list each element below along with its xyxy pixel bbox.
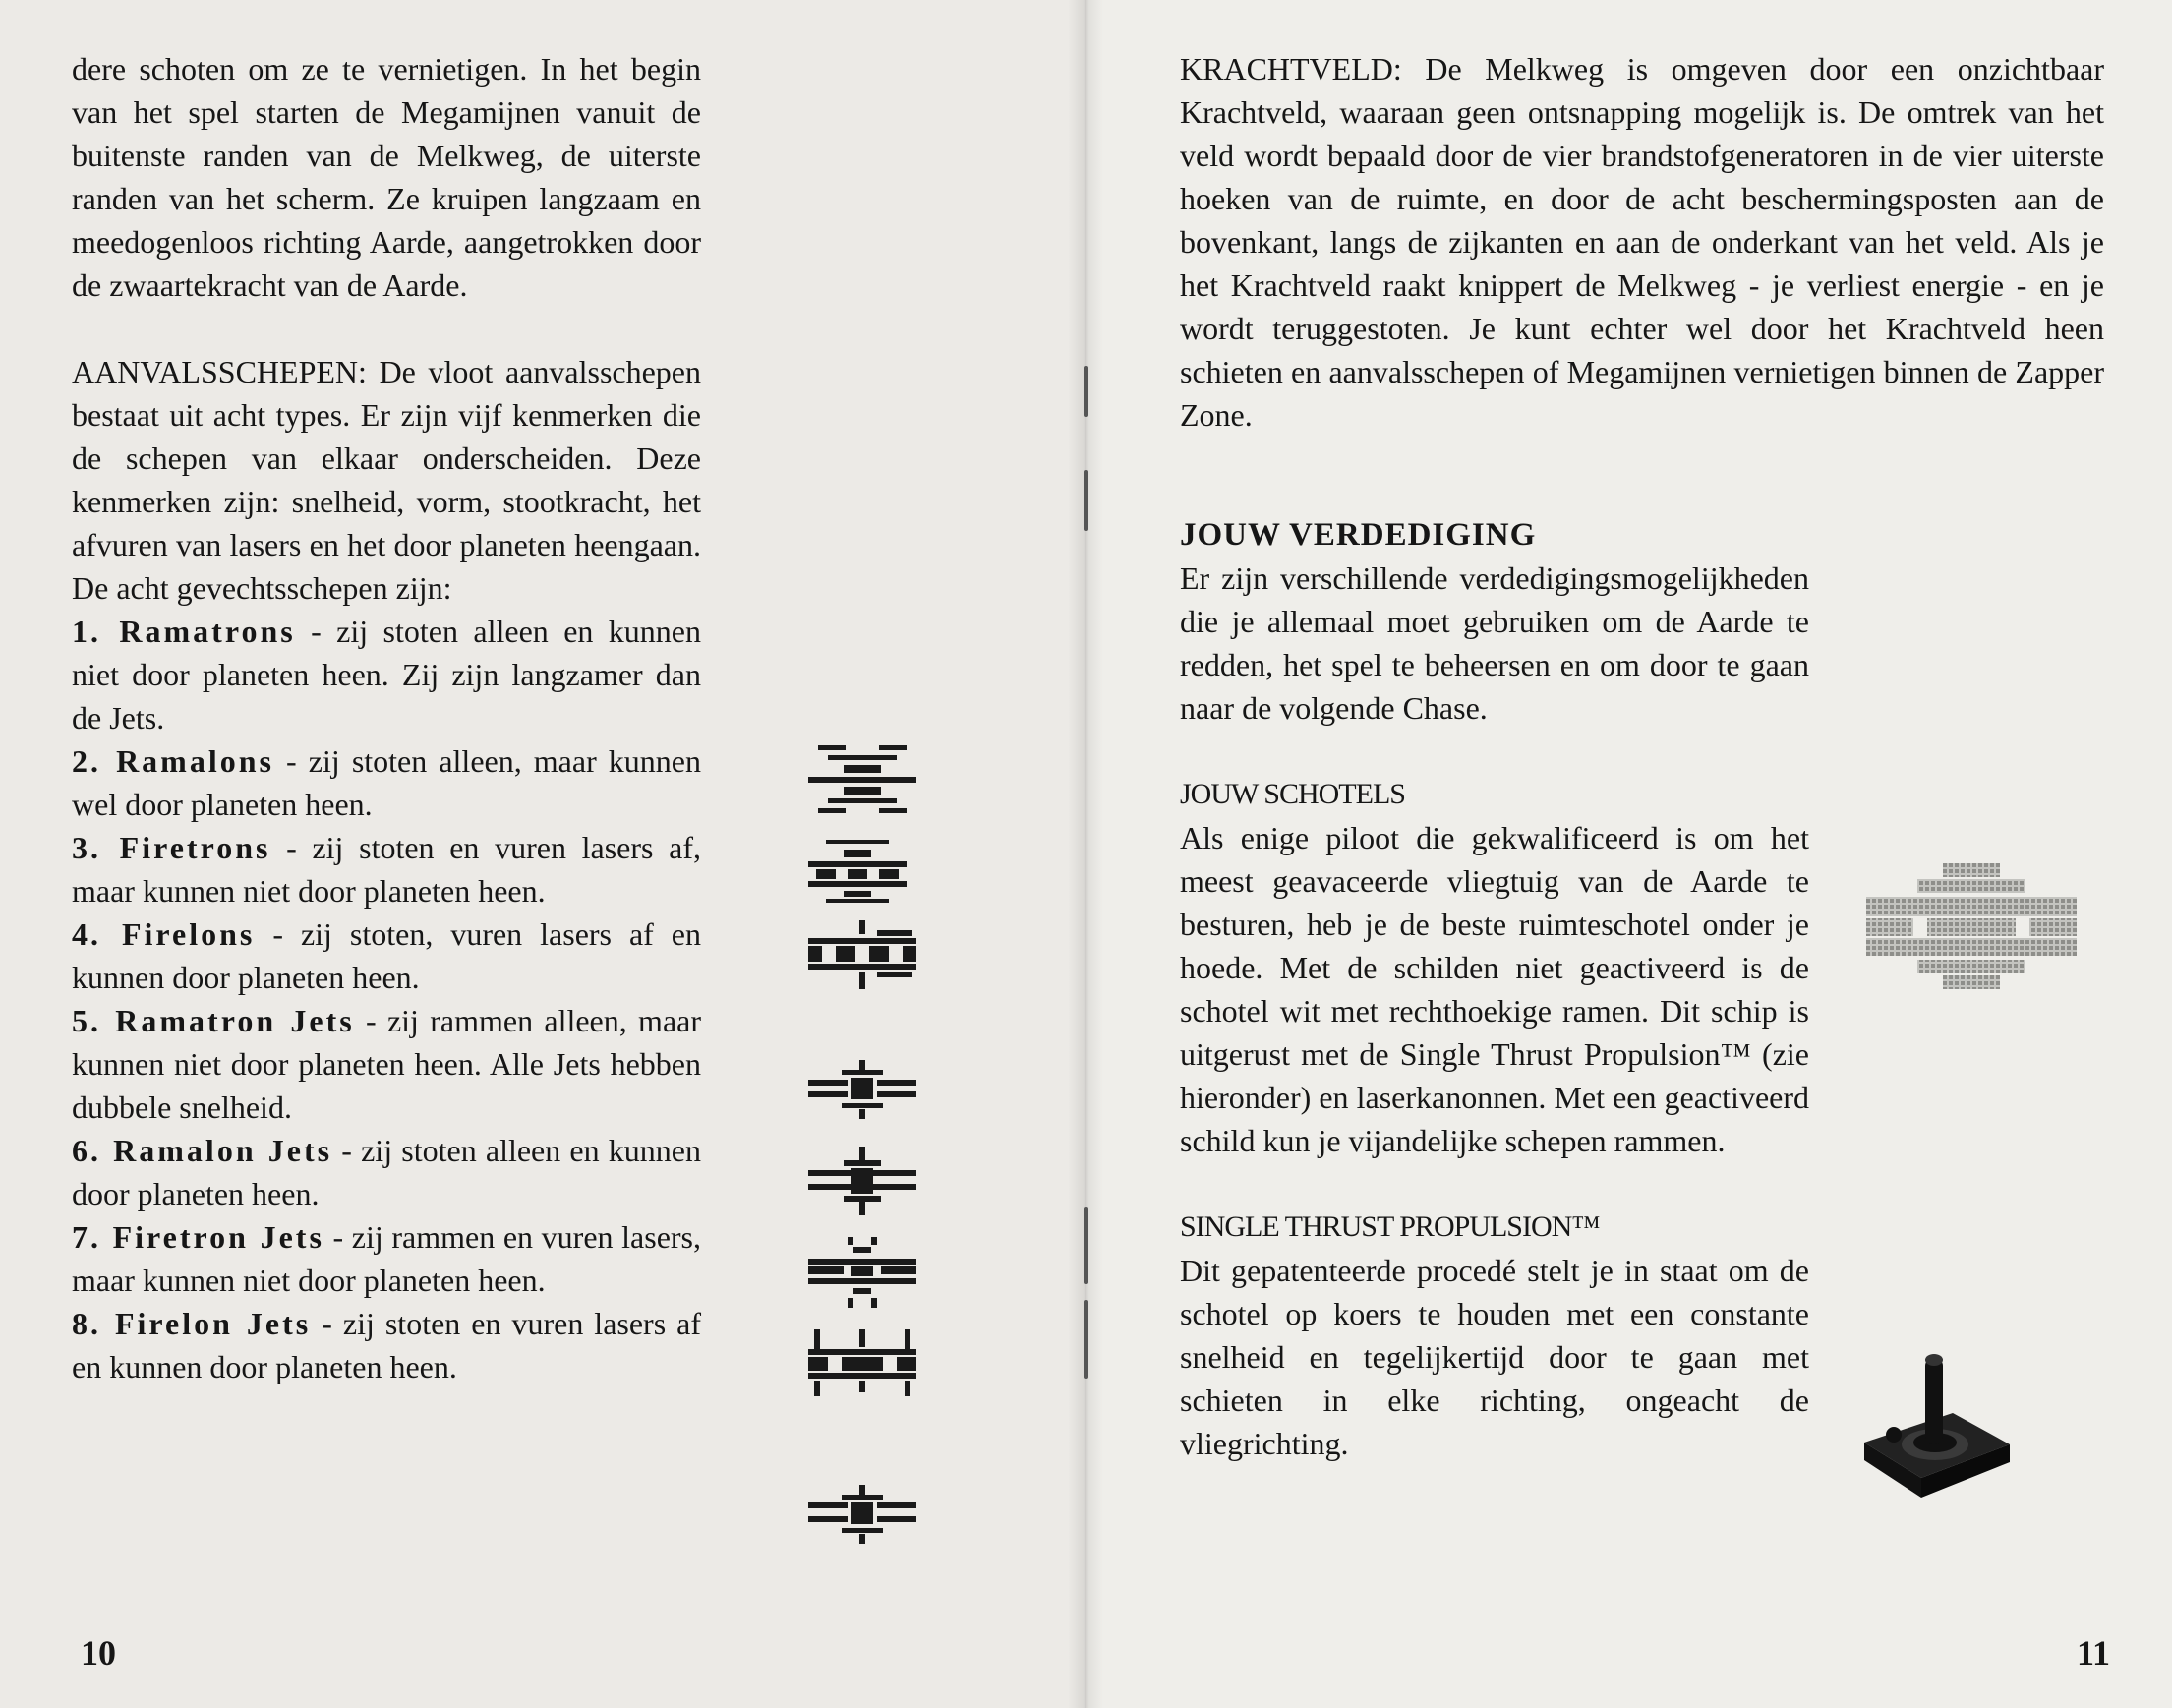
ship-name: 1. Ramatrons — [72, 614, 296, 649]
ramatron-jet-icon — [808, 1147, 916, 1215]
firelon-jet-icon — [808, 1485, 916, 1546]
forcefield-paragraph — [1180, 47, 2104, 437]
ship-desc: - zij stoten en vuren lasers af, maar kunnen niet door planeten heen. — [72, 830, 702, 909]
ship-desc: - zij stoten, vuren lasers af en kunnen door planeten heen. — [72, 916, 702, 995]
saucers-heading: JOUW SCHOTELS — [1180, 778, 1405, 810]
ship-desc: - zij rammen alleen, maar kunnen niet door planeten heen. Alle Jets hebben dubbele snelheid. — [72, 1003, 702, 1125]
staple-top-lower — [1084, 470, 1088, 531]
ramalon-ship-icon — [808, 838, 907, 907]
ship-item-2 — [72, 739, 701, 826]
ship-item-6 — [72, 1129, 701, 1215]
saucer-icon — [1866, 863, 2077, 991]
defense-heading: JOUW VERDEDIGING — [1180, 517, 1537, 553]
ship-item-3 — [72, 826, 701, 913]
ship-desc: - zij stoten en vuren lasers af en kunnen door planeten heen. — [72, 1306, 702, 1384]
ship-name: 7. Firetron Jets — [72, 1219, 324, 1255]
propulsion-heading: SINGLE THRUST PROPULSION™ — [1180, 1210, 1600, 1243]
page-number-left: 10 — [81, 1633, 116, 1673]
page-number-right: 11 — [2077, 1633, 2111, 1673]
firelon-ship-icon — [808, 1060, 916, 1121]
ship-desc: - zij rammen en vuren lasers, maar kunnen niet door planeten heen. — [72, 1219, 701, 1298]
ship-item-5 — [72, 999, 701, 1129]
attack-ships-paragraph — [72, 350, 701, 610]
right-text-column-top — [1180, 47, 2104, 437]
attack-ships-heading: AANVALSSCHEPEN: — [72, 354, 367, 389]
ship-desc: - zij stoten alleen, maar kunnen wel door planeten heen. — [72, 743, 702, 822]
right-text-column — [1180, 513, 1809, 1465]
forcefield-text: De Melkweg is omgeven door een onzichtbaar Krachtveld, waaraan geen ontsnapping mogelijk is. De omtrek van het veld wordt bepaald door de vier brandstofgeneratoren in de vier uiterste hoeken van de ruimte, en door de acht beschermingsposten aan de bovenkant, langs de zijkanten en aan de onderkant van het veld. Als je het Krachtveld raakt knippert de Melkweg - je verliest energie - en je wordt teruggestoten. Je kunt echter wel door het Krachtveld heen schieten en aanvalsschepen of Megamijnen vernietigen binnen de Zapper Zone. — [1180, 51, 2104, 433]
attack-ships-text: De vloot aanvalsschepen bestaat uit acht types. Er zijn vijf kenmerken die de schepen van elkaar onderscheiden. Deze kenmerken zijn: snelheid, vorm, stootkracht, het afvuren van lasers en het door planeten heengaan. De acht gevechtsschepen zijn: — [72, 354, 701, 606]
intro-paragraph: dere schoten om ze te vernietigen. In het begin van het spel starten de Megamijnen vanuit de buitenste randen van de Melkweg, de uiterste randen van het scherm. Ze kruipen langzaam en meedogenloos richting Aarde, aangetrokken door de zwaartekracht van de Aarde. — [72, 51, 701, 303]
staple-bottom-lower — [1084, 1300, 1088, 1379]
ship-name: 8. Firelon Jets — [72, 1306, 312, 1341]
ship-name: 2. Ramalons — [72, 743, 274, 779]
firetron-jet-icon — [808, 1329, 916, 1398]
book-gutter — [1068, 0, 1103, 1708]
ship-desc: - zij stoten alleen en kunnen door planeten heen. — [72, 1133, 702, 1211]
defense-text: Er zijn verschillende verdedigingsmogelijkheden die je allemaal moet gebruiken om de Aarde te redden, het spel te beheersen en om door te gaan naar de volgende Chase. — [1180, 560, 1809, 726]
ship-name: 4. Firelons — [72, 916, 256, 952]
ship-desc: - zij stoten alleen en kunnen niet door planeten heen. Zij zijn langzamer dan de Jets. — [72, 614, 702, 736]
ship-name: 6. Ramalon Jets — [72, 1133, 333, 1168]
ship-item-1 — [72, 610, 701, 739]
saucers-text: Als enige piloot die gekwalificeerd is om het meest geavaceerde vliegtuig van de Aarde te besturen, heb je de beste ruimteschotel onder je hoede. Met de schilden niet geactiveerd is de schotel wit met rechthoekige ramen. Dit schip is uitgerust met de Single Thrust Propulsion™ (zie hieronder) en laserkanonnen. Met een geactiveerd schild kun je vijandelijke schepen rammen. — [1180, 820, 1809, 1158]
left-text-column — [72, 47, 701, 1388]
propulsion-text: Dit gepatenteerde procedé stelt je in staat om de schotel op koers te houden met een constante snelheid en tegelijkertijd door te gaan met schieten in elke richting, ongeacht de vliegrichting. — [1180, 1253, 1809, 1461]
ship-item-7 — [72, 1215, 701, 1302]
ship-item-4 — [72, 913, 701, 999]
ship-name: 5. Ramatron Jets — [72, 1003, 355, 1038]
forcefield-heading: KRACHTVELD: — [1180, 51, 1402, 87]
staple-bottom — [1084, 1207, 1088, 1284]
ship-name: 3. Firetrons — [72, 830, 271, 865]
ship-item-8 — [72, 1302, 701, 1388]
joystick-icon — [1856, 1352, 2014, 1500]
firetron-ship-icon — [808, 920, 916, 991]
staple-top — [1084, 366, 1088, 417]
ramalon-jet-icon — [808, 1237, 916, 1310]
ramatron-ship-icon — [808, 739, 916, 818]
